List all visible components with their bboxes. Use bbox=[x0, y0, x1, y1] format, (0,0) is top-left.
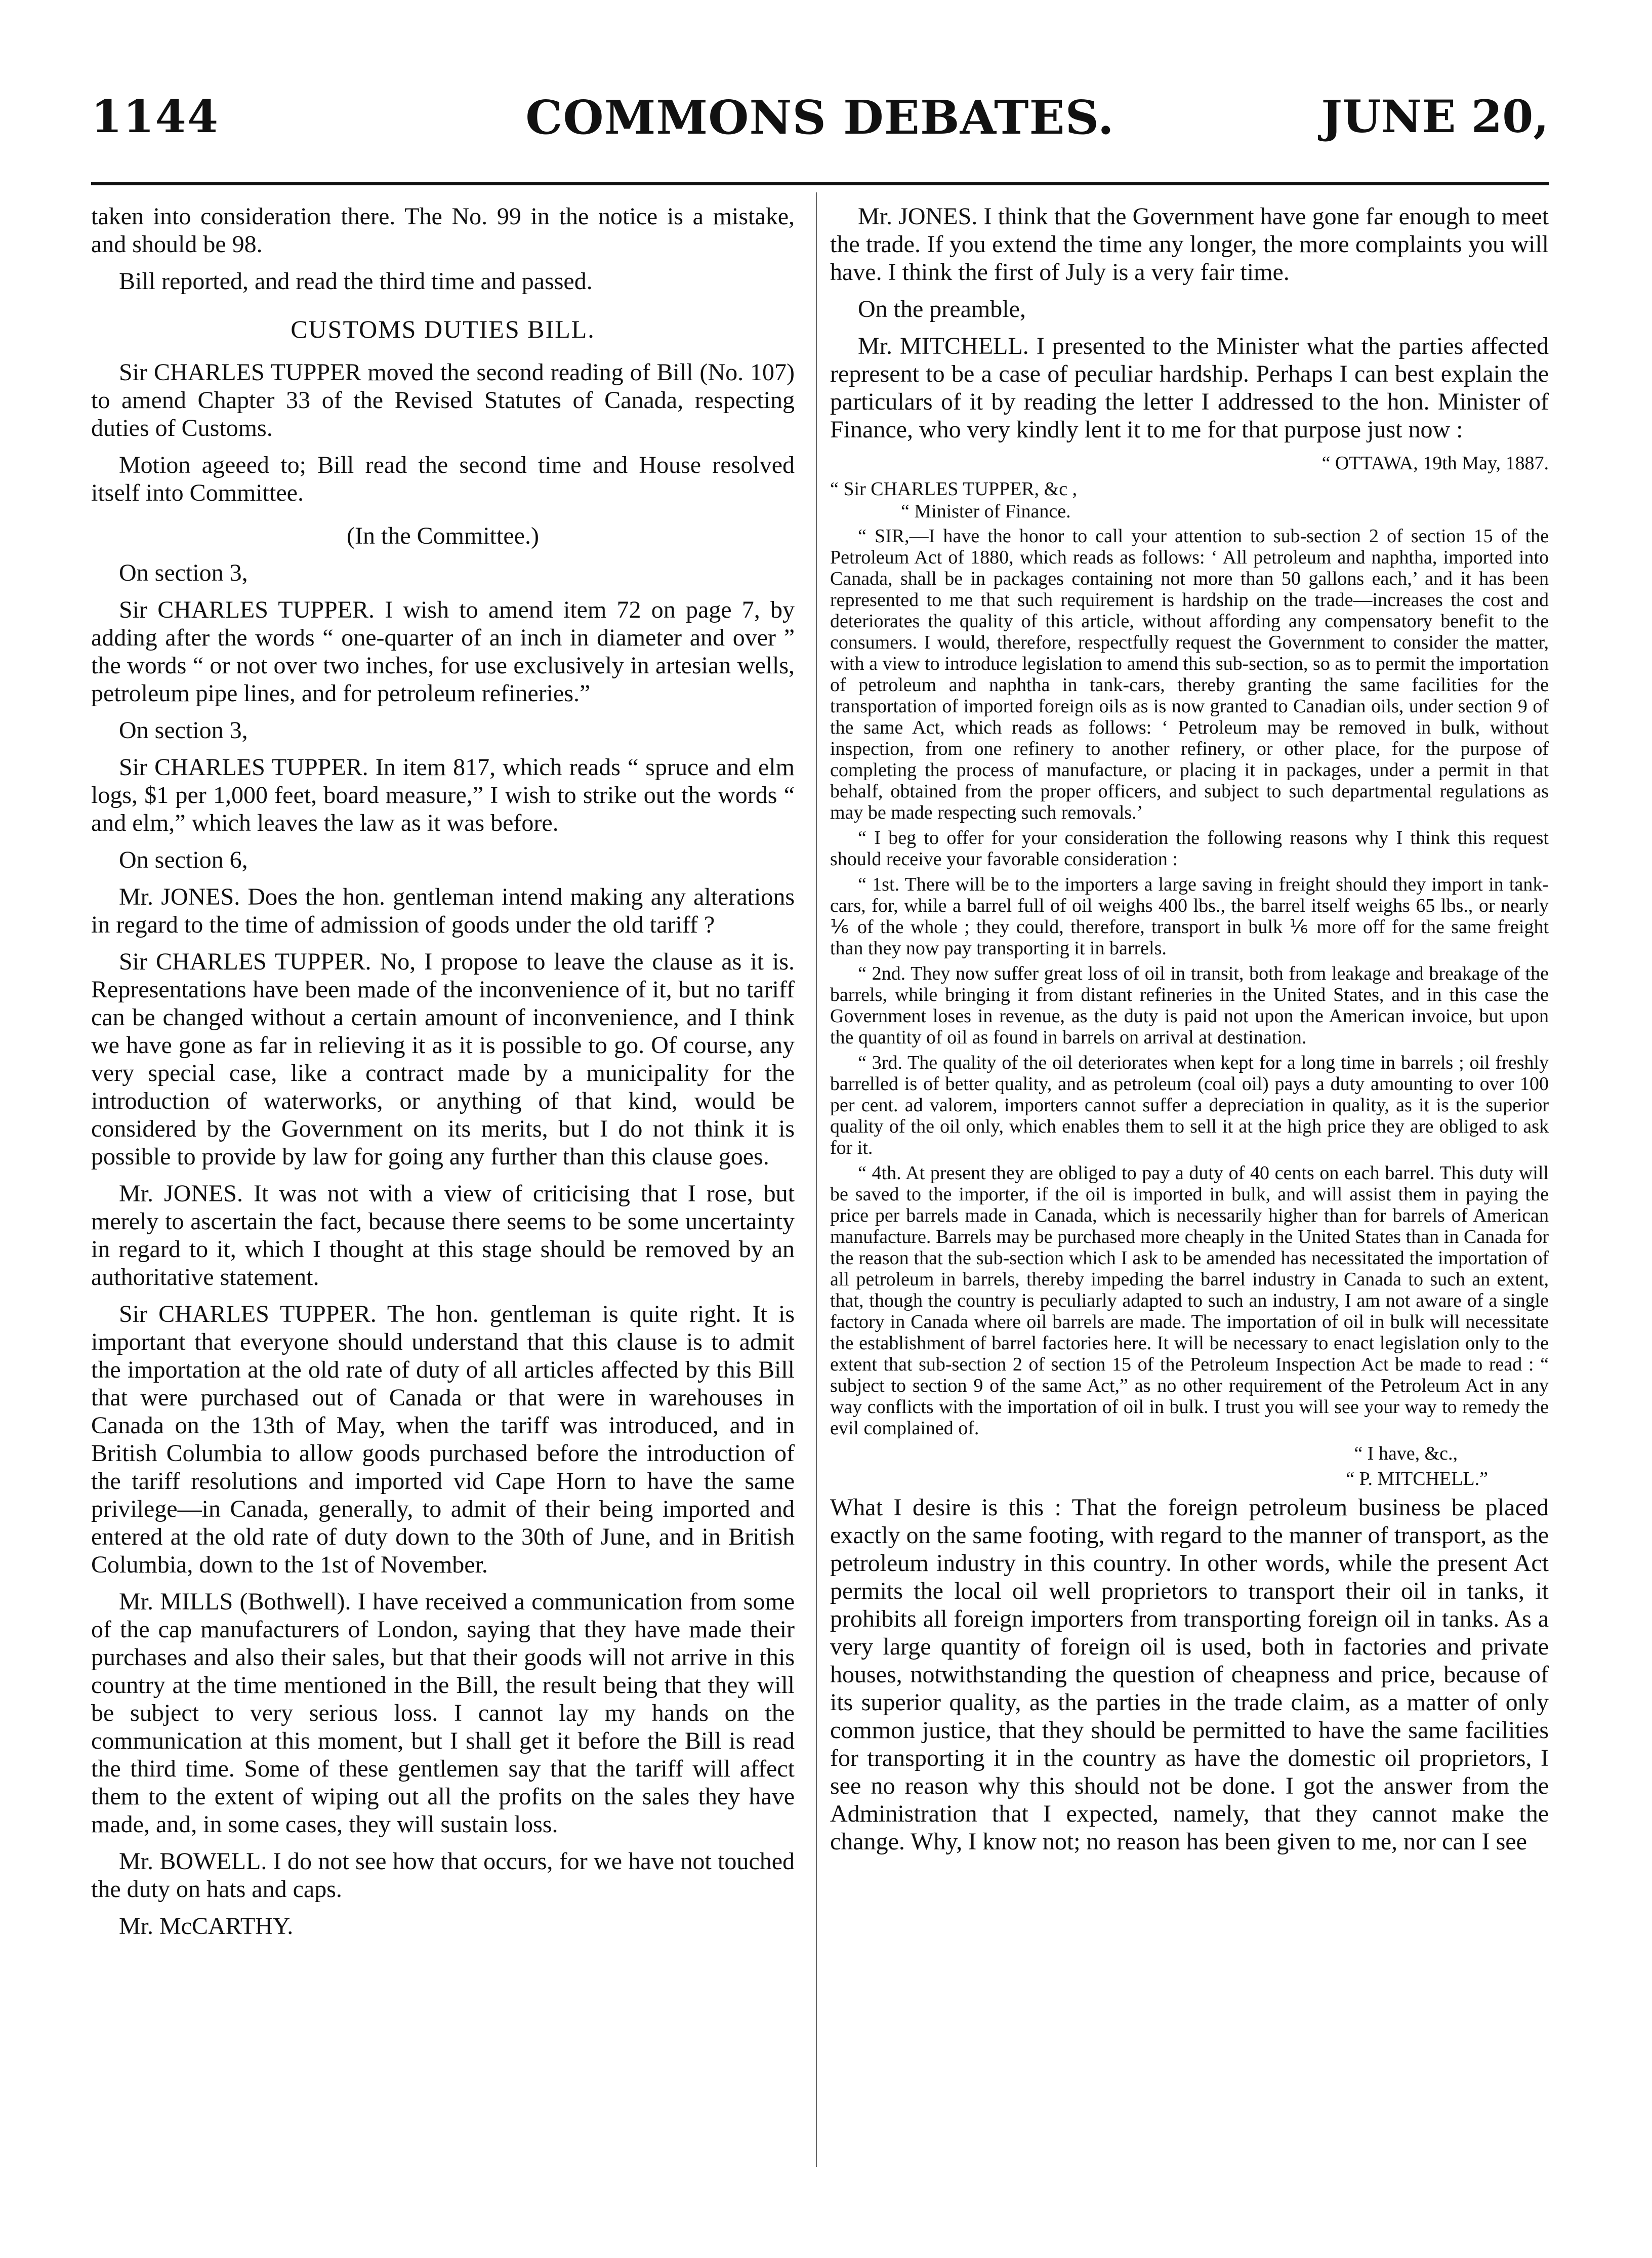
letter-signature: “ P. MITCHELL.” bbox=[1346, 1468, 1488, 1489]
paragraph: Sir CHARLES TUPPER. No, I propose to leave the clause as it is. Representations have been made of the inconvenience of it, but no tariff can be changed without a certain amount of inconvenience, and I think we have gone as far in relieving it as it is possible to go. Of course, any very special case, like a contract made by a municipality for the introduction of waterworks, or anything of that kind, would be considered by the Government on its merits, but I do not think it is possible to provide by law for going any further than this clause goes. bbox=[91, 948, 795, 1170]
paragraph: taken into consideration there. The No. 99 in the notice is a mistake, and should be 98. bbox=[91, 203, 795, 258]
paragraph: Mr. JONES. Does the hon. gentleman intend making any alterations in regard to the time of admission of goods under the old tariff ? bbox=[91, 883, 795, 938]
section-marker: On section 3, bbox=[119, 717, 248, 744]
letter-closing: “ I have, &c., bbox=[1354, 1443, 1458, 1464]
paragraph: Bill reported, and read the third time and passed. bbox=[119, 268, 593, 295]
paragraph: Mr. MITCHELL. I presented to the Minister what the parties affected represent to be a case of peculiar hardship. Perhaps I can best explain the particulars of it by reading the letter I addressed to the hon. Minister of Finance, who very kindly lent it to me for that purpose just now : bbox=[830, 333, 1549, 443]
committee-note: (In the Committee.) bbox=[347, 522, 539, 549]
letter-paragraph: “ 1st. There will be to the importers a large saving in freight should they import in tank-cars, for, while a barrel full of oil weighs 400 lbs., the barrel itself weighs 65 lbs., or nearly ⅙ of the whole ; they could, therefore, transport in bulk ⅙ more off for the same freight than they now pay transporting it in barrels. bbox=[830, 874, 1549, 959]
header-rule bbox=[91, 182, 1549, 185]
paragraph: Sir CHARLES TUPPER. I wish to amend item 72 on page 7, by adding after the words “ one-quarter of an inch in diameter and over ” the words “ or not over two inches, for use exclusively in artesian wells, petroleum pipe lines, and for petroleum refineries.” bbox=[91, 596, 795, 707]
letter-paragraph: “ 2nd. They now suffer great loss of oil in transit, both from leakage and breakage of the barrels, while bringing it from distant refineries in the United States, and in this case the Government loses in revenue, as the duty is paid not upon the American invoice, but upon the quantity of oil as found in barrels on arrival at destination. bbox=[830, 963, 1549, 1048]
paragraph: What I desire is this : That the foreign petroleum business be placed exactly on the same footing, with regard to the manner of transport, as the petroleum industry in this country. In other words, while the present Act permits the local oil well proprietors to transport their oil in tanks, it prohibits all foreign importers from transporting foreign oil in tanks. As a very large quantity of foreign oil is used, both in factories and private houses, notwithstanding the question of cheapness and price, because of its superior quality, as the parties in the trade claim, as a matter of only common justice, that they should be permitted to have the same facilities for transporting it in the country as have the domestic oil proprietors, I see no reason why this should not be done. I got the answer from the Administration that I expected, namely, that they cannot make the change. Why, I know not; no reason has been given to me, nor can I see bbox=[830, 1494, 1549, 1855]
paragraph: Sir CHARLES TUPPER. The hon. gentleman is quite right. It is important that everyone should understand that this clause is to admit the importation at the old rate of duty of all articles affected by this Bill that were purchased out of Canada or that were in warehouses in Canada on the 13th of May, when the tariff was introduced, and in British Columbia to allow goods purchased before the introduction of the tariff resolutions and imported vid Cape Horn to have the same privilege—in Canada, generally, to admit of their being imported and entered at the old rate of duty down to the 30th of June, and in British Columbia, down to the 1st of November. bbox=[91, 1301, 795, 1578]
salutation-line: “ Minister of Finance. bbox=[901, 501, 1071, 522]
letter-paragraph: “ I beg to offer for your consideration the following reasons why I think this request should receive your favorable consideration : bbox=[830, 827, 1549, 870]
letter-paragraph: “ 4th. At present they are obliged to pay a duty of 40 cents on each barrel. This duty will be saved to the importer, if the oil is imported in bulk, and will assist them in paying the price per barrels made in Canada, which is necessarily higher than for barrels of American manufacture. Barrels may be purchased more cheaply in the United States than in Canada for the reason that the sub-section which I ask to be amended has necessitated the importation of all petroleum in barrels, thereby impeding the barrel industry in Canada to such an extent, that, though the country is peculiarly adapted to such an industry, I am not aware of a single factory in Canada where oil barrels are made. The importation of oil in bulk will necessitate the establishment of barrel factories here. It will be necessary to enact legislation only to the extent that sub-section 2 of section 15 of the Petroleum Inspection Act be made to read : “ subject to section 9 of the same Act,” as no other requirement of the Petroleum Act in any way conflicts with the importation of oil in bulk. I trust you will see your way to remedy the evil complained of. bbox=[830, 1162, 1549, 1439]
column-divider bbox=[816, 192, 817, 2167]
paragraph: Motion ageeed to; Bill read the second time and House resolved itself into Committee. bbox=[91, 452, 795, 506]
paragraph: Mr. MILLS (Bothwell). I have received a communication from some of the cap manufacturers of London, saying that they have made their purchases and also their sales, but that their goods will not arrive in this country at the time mentioned in the Bill, the result being that they will be subject to very serious loss. I cannot lay my hands on the communication at this moment, but I shall get it before the Bill is read the third time. Some of these gentlemen say that the tariff will affect them to the extent of wiping out all the profits on the sales they have made, and, in some cases, they will sustain loss. bbox=[91, 1588, 795, 1838]
left-column bbox=[91, 203, 795, 1949]
paragraph: Sir CHARLES TUPPER. In item 817, which reads “ spruce and elm logs, $1 per 1,000 feet, board measure,” I wish to strike out the words “ and elm,” which leaves the law as it was before. bbox=[91, 754, 795, 836]
paragraph: Sir CHARLES TUPPER moved the second reading of Bill (No. 107) to amend Chapter 33 of the Revised Statutes of Canada, respecting duties of Customs. bbox=[91, 359, 795, 441]
letter-date: “ OTTAWA, 19th May, 1887. bbox=[1321, 453, 1549, 474]
section-marker: On section 6, bbox=[119, 846, 248, 873]
letter-salutation bbox=[830, 478, 1549, 522]
right-column bbox=[830, 203, 1549, 1865]
section-heading: CUSTOMS DUTIES BILL. bbox=[291, 315, 595, 343]
paragraph: Mr. JONES. I think that the Government have gone far enough to meet the trade. If you extend the time any longer, the more complaints you will have. I think the first of July is a very fair time. bbox=[830, 203, 1549, 286]
letter-paragraph: “ 3rd. The quality of the oil deteriorates when kept for a long time in barrels ; oil freshly barrelled is of better quality, and as petroleum (coal oil) pays a duty amounting to over 100 per cent. ad valorem, importers cannot suffer a depreciation in quality, as it is the superior quality of the oil only, which enables them to sell it at the high price they are obliged to ask for it. bbox=[830, 1052, 1549, 1158]
page-date: JUNE 20, bbox=[1321, 90, 1549, 143]
paragraph: Mr. BOWELL. I do not see how that occurs, for we have not touched the duty on hats and caps. bbox=[91, 1848, 795, 1903]
salutation-line: “ Sir CHARLES TUPPER, &c , bbox=[830, 478, 1078, 500]
page-number: 1144 bbox=[91, 90, 219, 143]
paragraph: Mr. JONES. It was not with a view of criticising that I rose, but merely to ascertain the fact, because there seems to be some uncertainty in regard to it, which I thought at this stage should be removed by an authoritative statement. bbox=[91, 1180, 795, 1291]
section-marker: On the preamble, bbox=[858, 296, 1026, 322]
paragraph: Mr. McCARTHY. bbox=[119, 1913, 294, 1940]
running-title: COMMONS DEBATES. bbox=[525, 90, 1114, 145]
letter-paragraph: “ SIR,—I have the honor to call your attention to sub-section 2 of section 15 of the Petroleum Act of 1880, which reads as follows: ‘ All petroleum and naphtha, imported into Canada, shall be in packages containing not more than 50 gallons each,’ and it has been represented to me that such requirement is hardship on the trade—increases the cost and deteriorates the quality of this article, without affording any compensatory benefit to the consumers. I would, therefore, respectfully request the Government to consider the matter, with a view to introduce legislation to amend this sub-section, so as to permit the importation of petroleum and naphtha in tank-cars, thereby granting the same facilities for the transportation of imported foreign oils as is now granted to Canadian oils, under section 9 of the same Act, which reads as follows: ‘ Petroleum may be removed in bulk, without inspection, from one refinery to another refinery, or other place, for the purpose of completing the process of manufacture, or placing it in packages, under a permit in that behalf, obtained from the proper officers, and subject to such departmental regulations as may be made respecting such removals.’ bbox=[830, 526, 1549, 823]
page-header bbox=[91, 90, 1549, 151]
section-marker: On section 3, bbox=[119, 559, 248, 586]
